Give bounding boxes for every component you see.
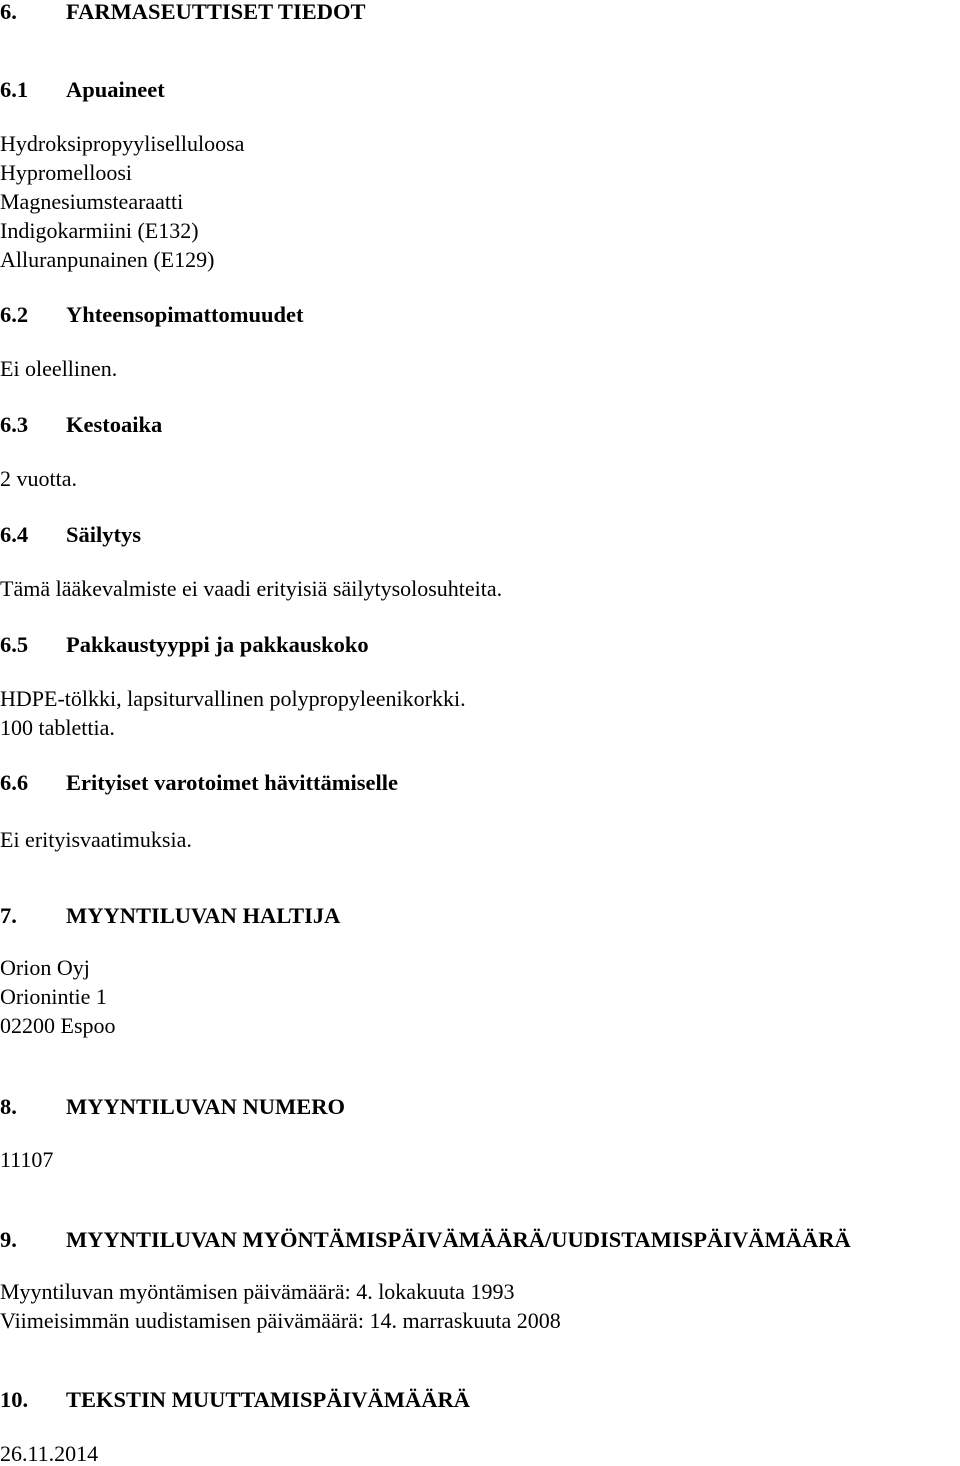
section-number: 6. (0, 0, 17, 24)
section-number: 6.6 (0, 770, 29, 795)
section-6-5-heading (0, 633, 369, 657)
package-line: 100 tablettia. (0, 715, 115, 740)
section-number: 6.3 (0, 412, 29, 437)
authorisation-date-line: Viimeisimmän uudistamisen päivämäärä: 14. marraskuuta 2008 (0, 1308, 561, 1333)
holder-line: 02200 Espoo (0, 1013, 116, 1038)
section-title: Erityiset varotoimet hävittämiselle (66, 770, 398, 795)
section-number: 8. (0, 1094, 17, 1119)
section-6-6-heading (0, 771, 398, 795)
section-7-heading (0, 904, 340, 928)
section-6-heading (0, 0, 365, 24)
section-number: 6.4 (0, 522, 29, 547)
disposal-text: Ei erityisvaatimuksia. (0, 827, 192, 852)
section-6-3-heading (0, 413, 162, 437)
section-title: MYYNTILUVAN HALTIJA (66, 903, 341, 928)
authorisation-date-line: Myyntiluvan myöntämisen päivämäärä: 4. lokakuuta 1993 (0, 1279, 515, 1304)
section-title: Apuaineet (66, 77, 165, 102)
excipient-item: Alluranpunainen (E129) (0, 247, 215, 272)
section-8-heading (0, 1095, 345, 1119)
section-6-1-heading (0, 78, 165, 102)
section-number: 7. (0, 903, 17, 928)
storage-text: Tämä lääkevalmiste ei vaadi erityisiä säilytysolosuhteita. (0, 576, 503, 601)
revision-date: 26.11.2014 (0, 1441, 99, 1466)
section-6-2-heading (0, 303, 304, 327)
authorisation-number: 11107 (0, 1147, 54, 1172)
section-title: TEKSTIN MUUTTAMISPÄIVÄMÄÄRÄ (66, 1387, 470, 1412)
section-title: Säilytys (66, 522, 142, 547)
section-title: Yhteensopimattomuudet (66, 302, 304, 327)
excipient-item: Indigokarmiini (E132) (0, 218, 199, 243)
excipient-item: Hypromelloosi (0, 160, 132, 185)
holder-line: Orion Oyj (0, 955, 90, 980)
excipient-item: Hydroksipropyyliselluloosa (0, 131, 245, 156)
section-number: 6.2 (0, 302, 29, 327)
section-9-heading (0, 1228, 851, 1252)
section-number: 10. (0, 1387, 29, 1412)
shelf-life-text: 2 vuotta. (0, 466, 77, 491)
section-title: FARMASEUTTISET TIEDOT (66, 0, 366, 24)
excipient-item: Magnesiumstearaatti (0, 189, 184, 214)
section-6-4-heading (0, 523, 141, 547)
section-number: 6.1 (0, 77, 29, 102)
section-number: 9. (0, 1227, 17, 1252)
holder-line: Orionintie 1 (0, 984, 107, 1009)
section-title: MYYNTILUVAN MYÖNTÄMISPÄIVÄMÄÄRÄ/UUDISTAMISPÄIVÄMÄÄRÄ (66, 1227, 851, 1252)
incompatibilities-text: Ei oleellinen. (0, 356, 118, 381)
package-line: HDPE-tölkki, lapsiturvallinen polypropyleenikorkki. (0, 686, 466, 711)
section-title: Pakkaustyyppi ja pakkauskoko (66, 632, 369, 657)
section-title: MYYNTILUVAN NUMERO (66, 1094, 345, 1119)
section-number: 6.5 (0, 632, 29, 657)
section-10-heading (0, 1388, 470, 1412)
section-title: Kestoaika (66, 412, 163, 437)
